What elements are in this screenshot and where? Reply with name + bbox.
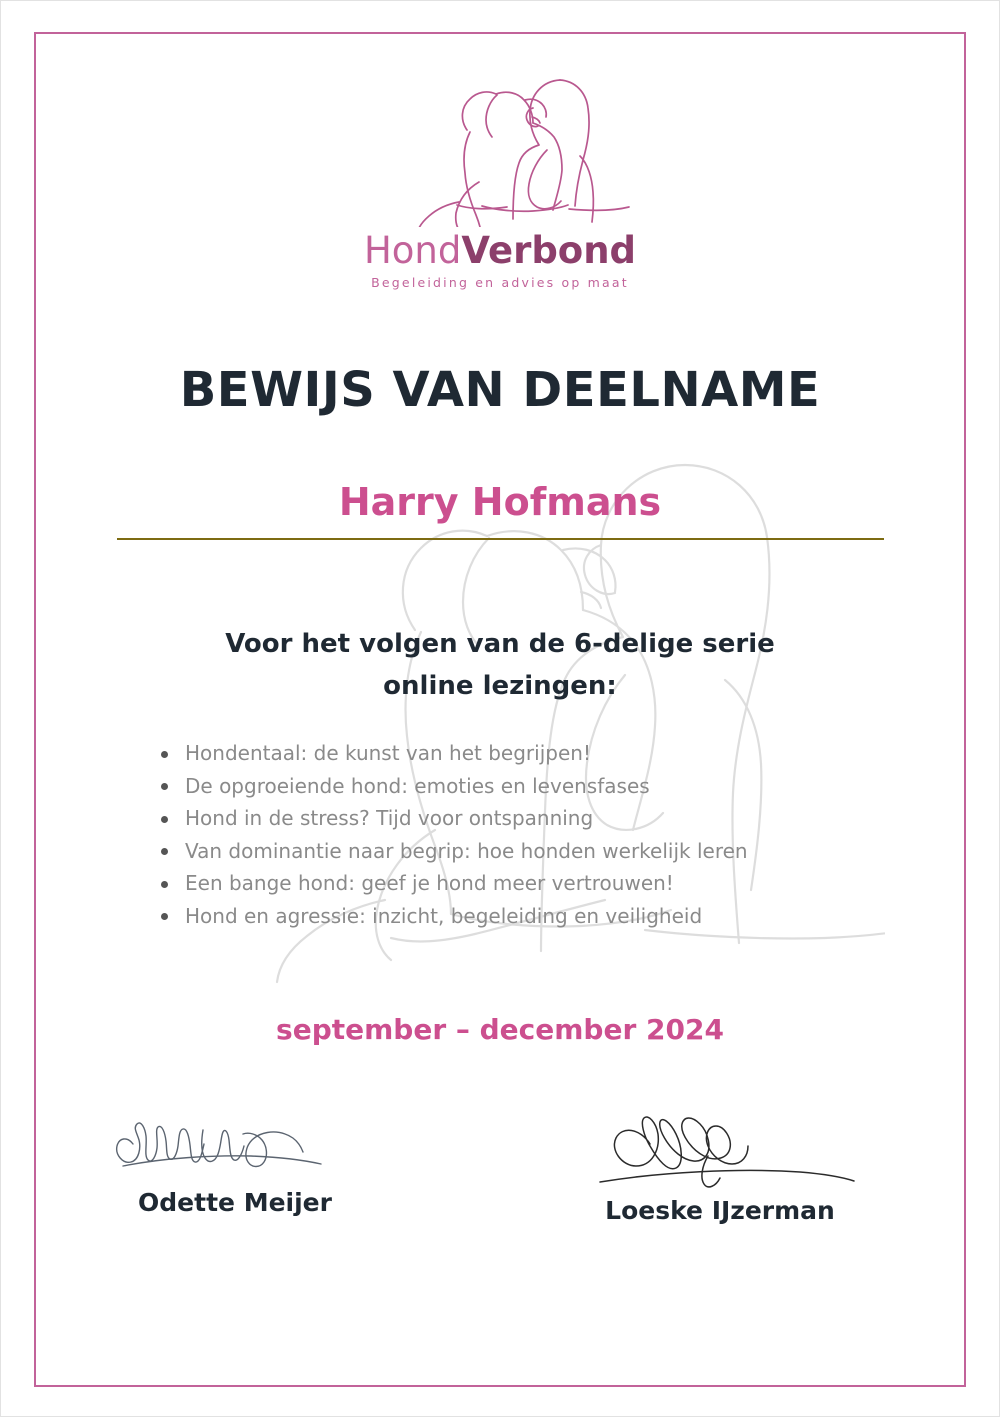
certificate-subtitle (150, 623, 850, 707)
divider-rule (117, 538, 884, 540)
logo-tagline: Begeleiding en advies op maat (371, 275, 629, 290)
logo-wordmark (0, 229, 1000, 272)
logo-word-hond: Hond (363, 229, 462, 272)
signature-block-right (555, 1110, 885, 1225)
list-item: Een bange hond: geef je hond meer vertrouwen! (148, 867, 848, 900)
logo-word-verbond: Verbond (461, 229, 637, 272)
signatory-name: Odette Meijer (138, 1188, 332, 1217)
logo (0, 72, 1000, 290)
certificate-title: BEWIJS VAN DEELNAME (179, 362, 821, 418)
subtitle-line-1: Voor het volgen van de 6-delige serie (225, 629, 775, 659)
signature-icon (580, 1110, 860, 1188)
list-item: De opgroeiende hond: emoties en levensfases (148, 770, 848, 803)
signatory-name: Loeske IJzerman (605, 1196, 835, 1225)
list-item: Hondentaal: de kunst van het begrijpen! (148, 737, 848, 770)
lecture-list (148, 737, 848, 933)
signature-block-left (70, 1110, 400, 1217)
list-item: Hond in de stress? Tijd voor ontspanning (148, 802, 848, 835)
period-text: september – december 2024 (276, 1013, 724, 1046)
list-item: Van dominantie naar begrip: hoe honden werkelijk leren (148, 835, 848, 868)
logo-dog-and-woman-icon (355, 72, 645, 227)
subtitle-line-2: online lezingen: (383, 671, 617, 701)
recipient-name: Harry Hofmans (338, 480, 662, 524)
signature-icon (115, 1110, 355, 1180)
list-item: Hond en agressie: inzicht, begeleiding en veiligheid (148, 900, 848, 933)
